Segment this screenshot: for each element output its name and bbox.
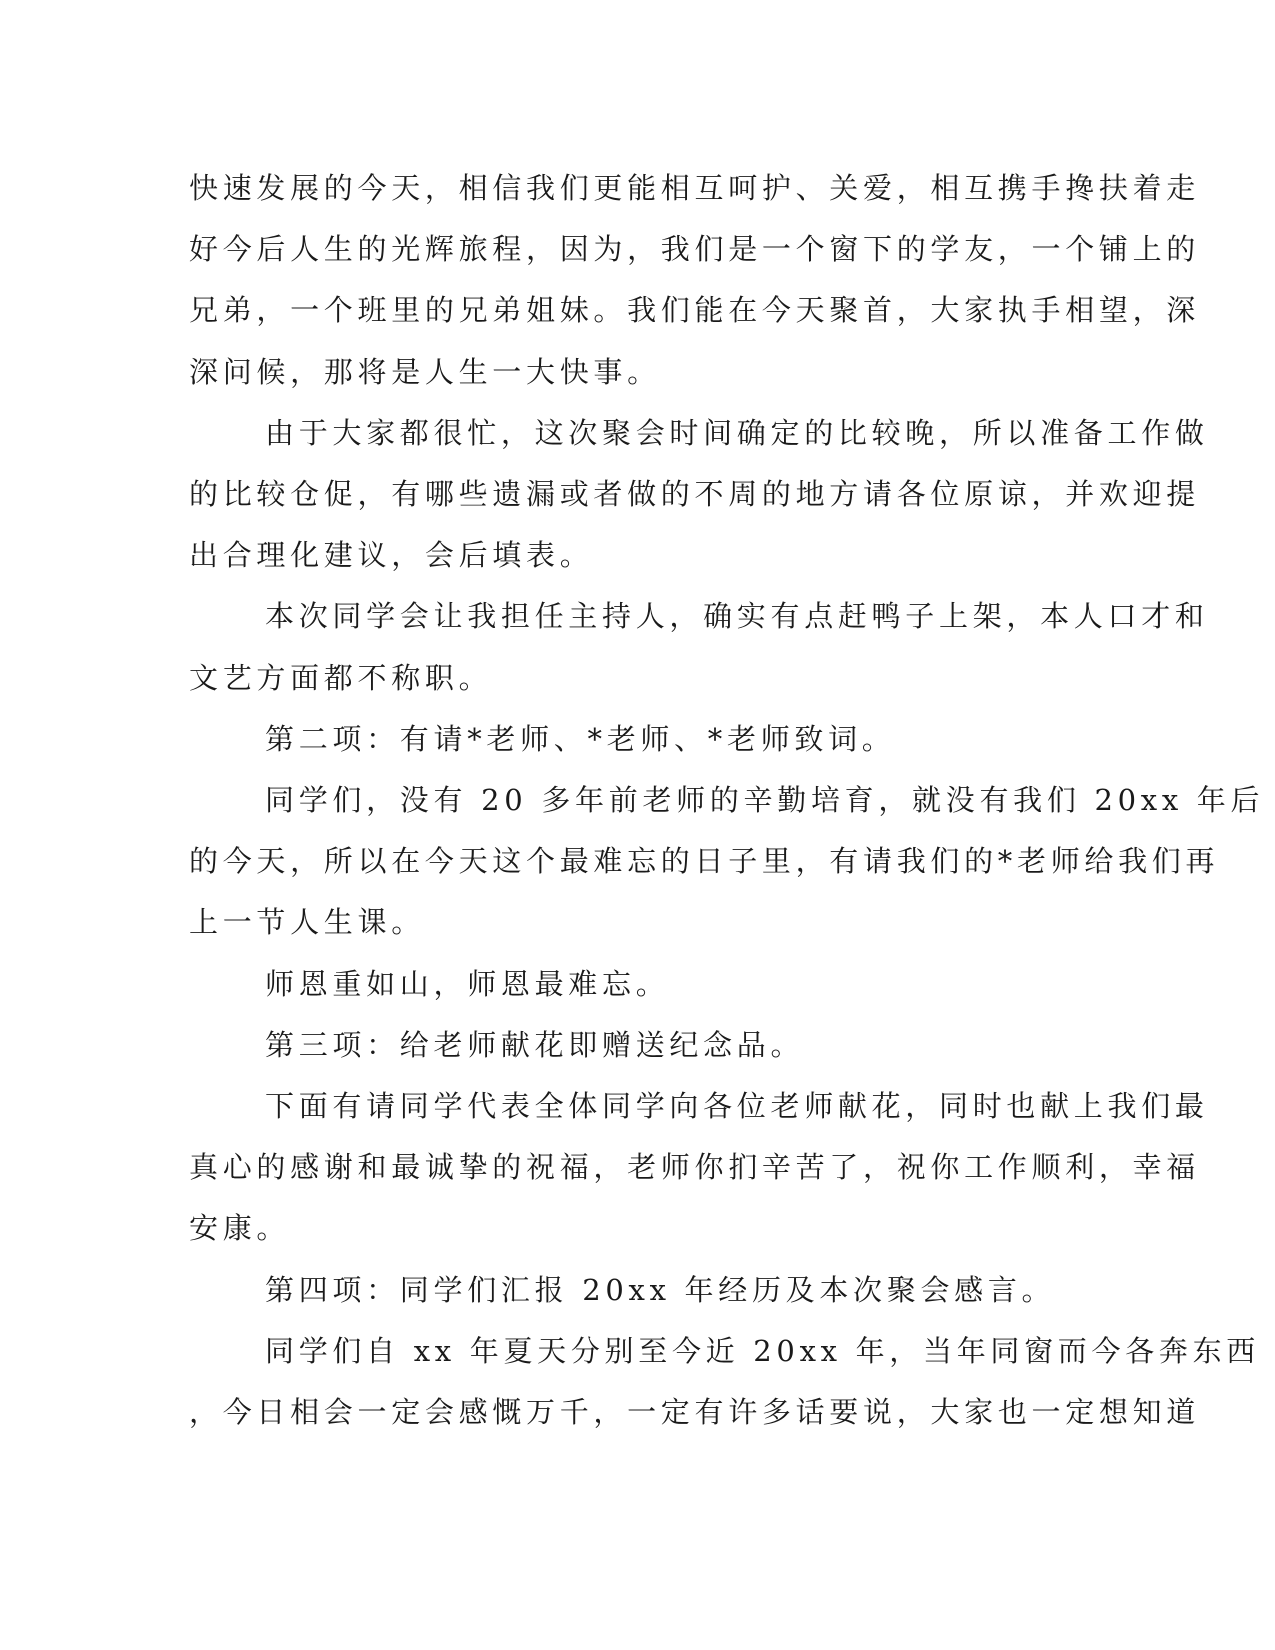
text-line: 同学们，没有 20 多年前老师的辛勤培育，就没有我们 20xx 年后: [265, 783, 1265, 818]
text-line: 真心的感谢和最诚挚的祝福，老师你扪辛苦了，祝你工作顺利，幸福: [189, 1150, 1201, 1185]
paragraph: [189, 709, 1069, 770]
text-line: 下面有请同学代表全体同学向各位老师献花，同时也献上我们最: [265, 1089, 1209, 1124]
text-line: 安康。: [189, 1211, 291, 1246]
text-line: 本次同学会让我担任主持人，确实有点赶鸭子上架，本人口才和: [265, 599, 1209, 634]
paragraph: [189, 1015, 1069, 1076]
text-line: 第三项：给老师献花即赠送纪念品。: [265, 1027, 805, 1062]
paragraph: [189, 770, 1265, 954]
paragraph: [189, 1076, 1209, 1260]
text-line: 出合理化建议，会后填表。: [189, 538, 594, 573]
text-line: 兄弟，一个班里的兄弟姐妹。我们能在今天聚首，大家执手相望，深: [189, 293, 1201, 328]
document-body: [189, 158, 1265, 1443]
text-line: ，今日相会一定会感慨万千，一定有许多话要说，大家也一定想知道: [189, 1395, 1201, 1430]
text-line: 同学们自 xx 年夏天分别至今近 20xx 年，当年同窗而今各奔东西: [265, 1333, 1260, 1368]
paragraph: [189, 403, 1209, 587]
paragraph: [189, 1321, 1260, 1443]
text-line: 上一节人生课。: [189, 905, 425, 940]
text-line: 好今后人生的光辉旅程，因为，我们是一个窗下的学友，一个铺上的: [189, 232, 1201, 267]
paragraph: [189, 954, 1069, 1015]
paragraph: [189, 1260, 1069, 1321]
text-line: 第四项：同学们汇报 20xx 年经历及本次聚会感言。: [265, 1272, 1056, 1307]
text-line: 文艺方面都不称职。: [189, 660, 493, 695]
text-line: 深问候，那将是人生一大快事。: [189, 354, 661, 389]
text-line: 的今天，所以在今天这个最难忘的日子里，有请我们的*老师给我们再: [189, 844, 1220, 879]
paragraph: [189, 586, 1209, 708]
text-line: 的比较仓促，有哪些遗漏或者做的不周的地方请各位原谅，并欢迎提: [189, 477, 1201, 512]
paragraph: [189, 158, 1201, 403]
text-line: 师恩重如山，师恩最难忘。: [265, 966, 670, 1001]
text-line: 快速发展的今天，相信我们更能相互呵护、关爱，相互携手搀扶着走: [189, 171, 1201, 205]
text-line: 由于大家都很忙，这次聚会时间确定的比较晚，所以准备工作做: [265, 415, 1209, 450]
text-line: 第二项：有请*老师、*老师、*老师致词。: [265, 721, 896, 756]
